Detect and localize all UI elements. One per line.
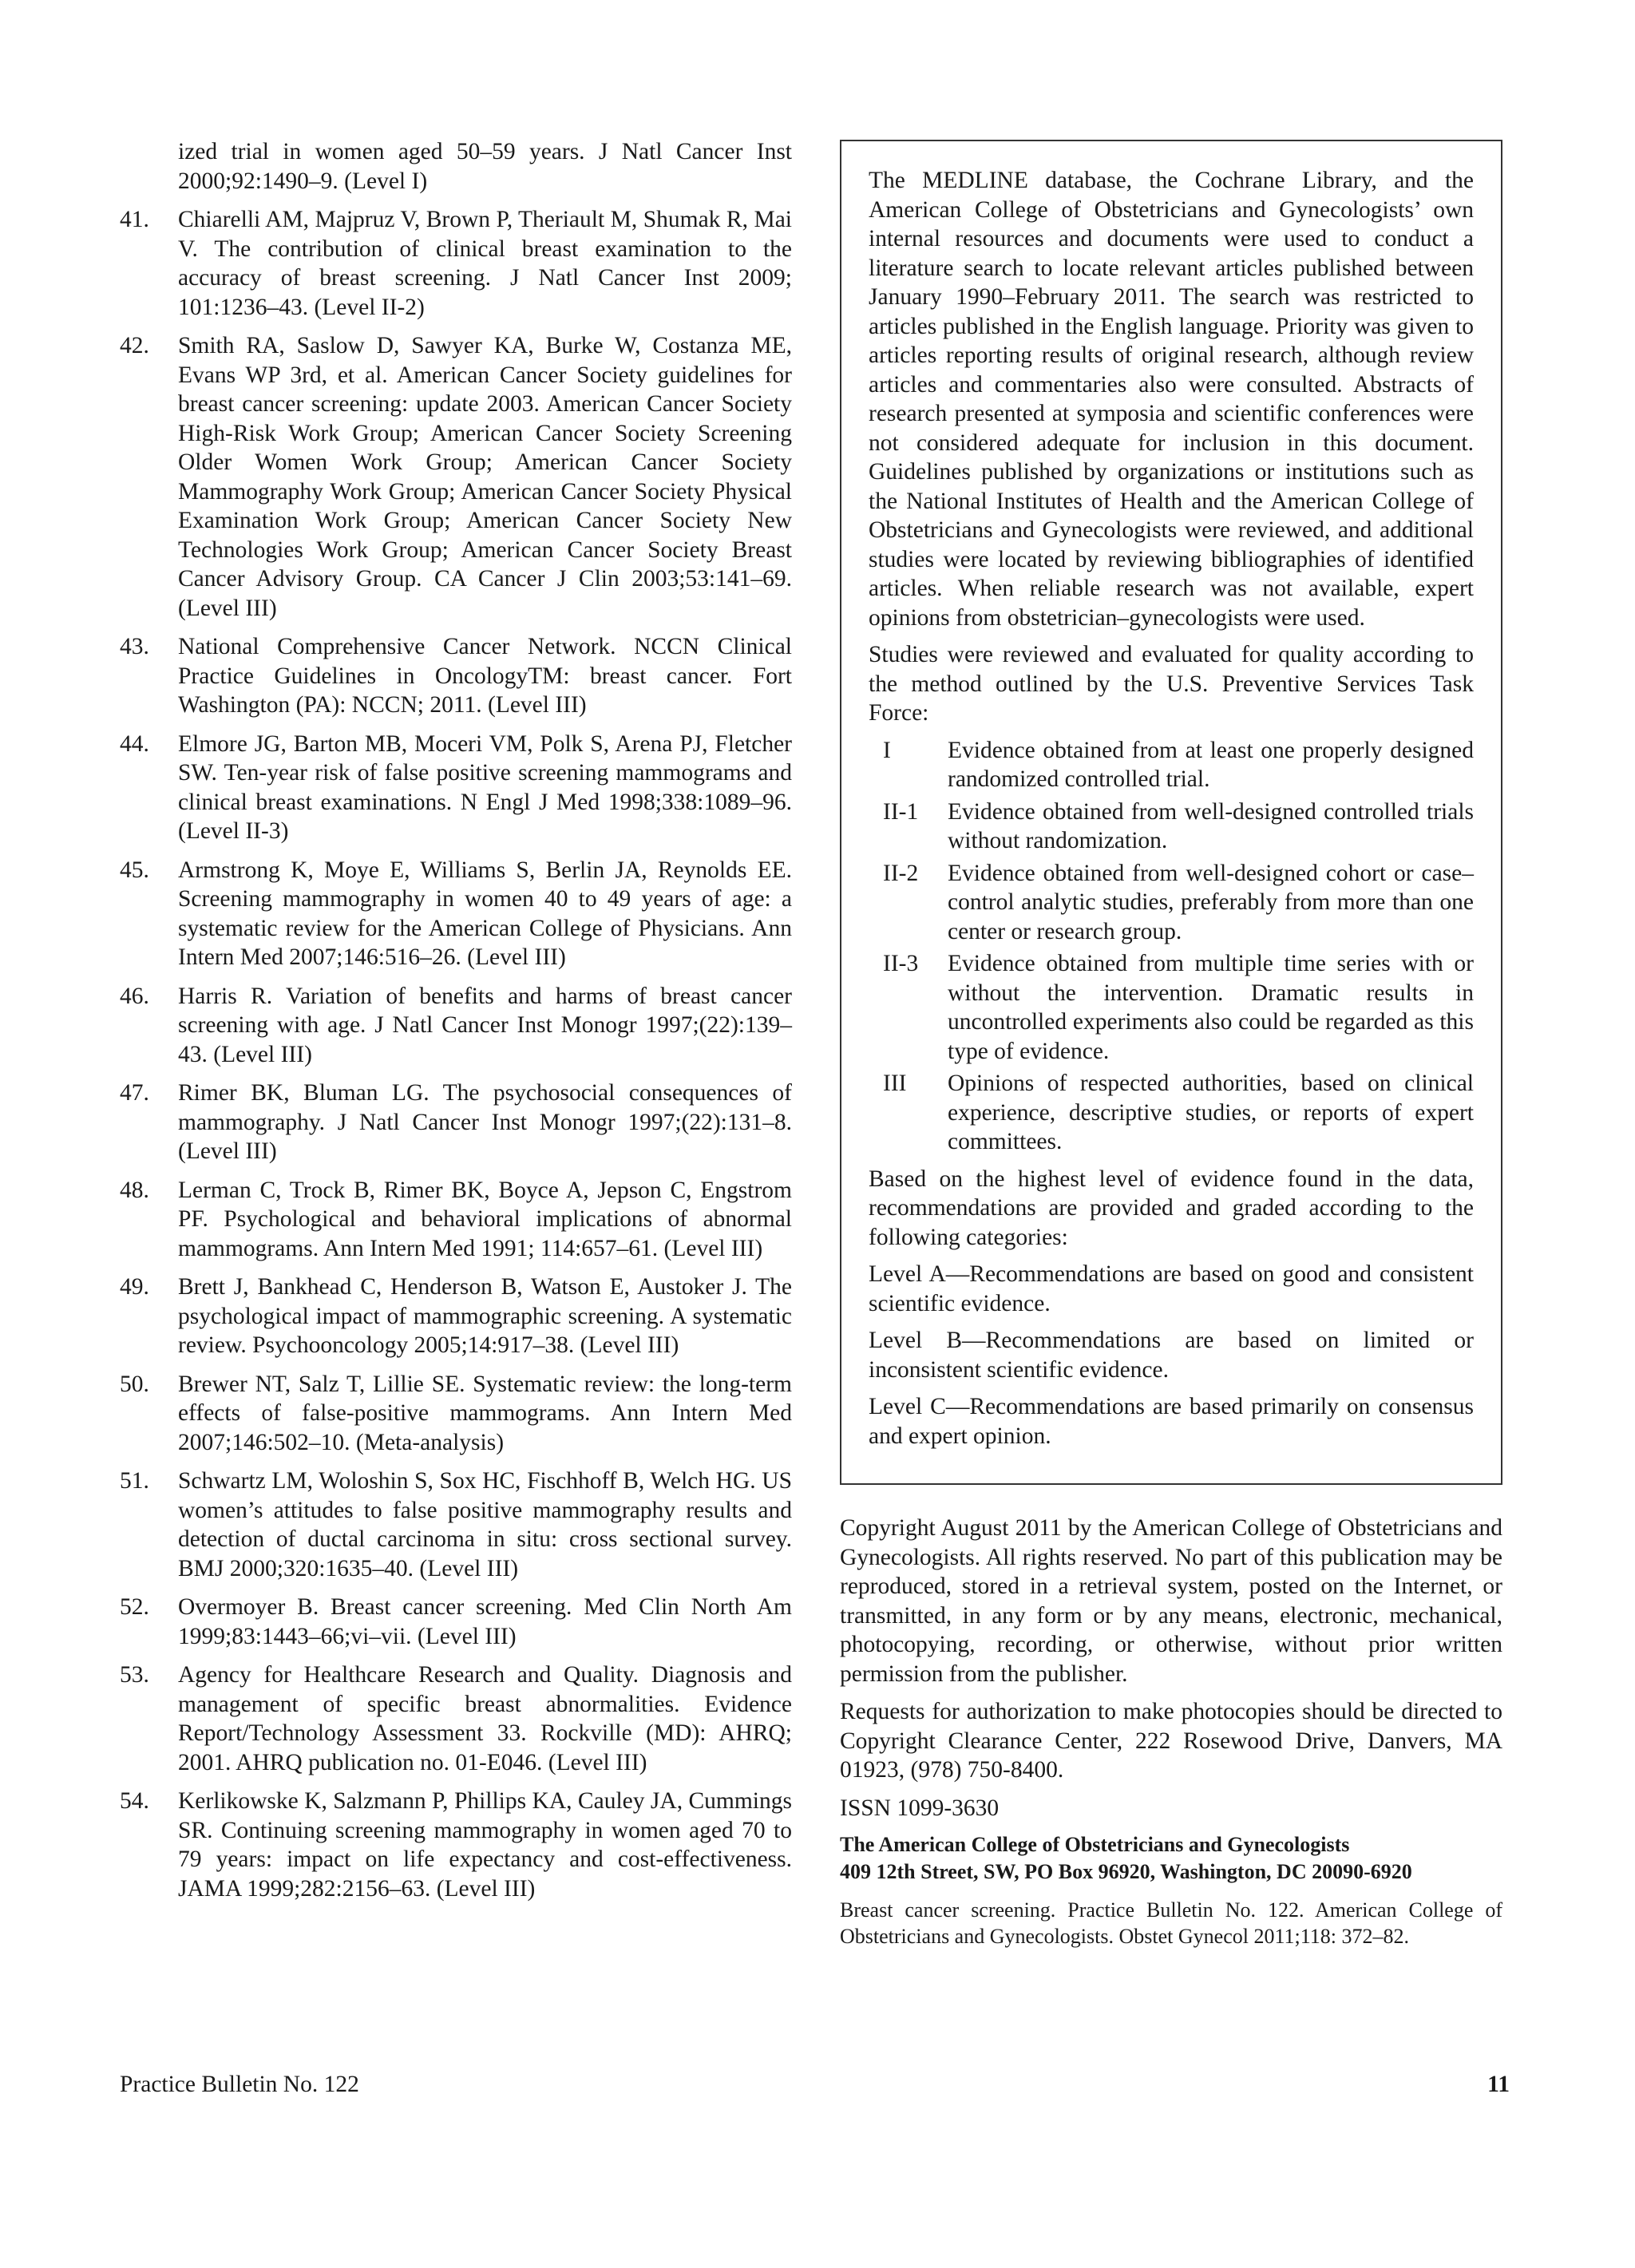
reference-number: 41. bbox=[120, 207, 149, 232]
reference-item bbox=[120, 1079, 792, 1166]
reference-number: 52. bbox=[120, 1594, 149, 1620]
evidence-level-text: Evidence obtained from well-designed controlled trials without randomization. bbox=[948, 798, 1474, 853]
method-based-on: Based on the highest level of evidence found in the data, recommendations are provided and graded according to the following categories: bbox=[869, 1166, 1474, 1250]
publisher-name: The American College of Obstetricians and Gynecologists bbox=[840, 1833, 1350, 1856]
reference-number: 42. bbox=[120, 333, 149, 358]
evidence-level bbox=[869, 859, 1474, 947]
reference-item bbox=[120, 1593, 792, 1651]
evidence-level-text: Evidence obtained from multiple time series with or without the intervention. Dramatic results in uncontrolled experiments also could be regarded as this type of evidence. bbox=[948, 951, 1474, 1064]
reference-number: 54. bbox=[120, 1788, 149, 1814]
reference-text: Elmore JG, Barton MB, Moceri VM, Polk S, Arena PJ, Fletcher SW. Ten-year risk of false positive screening mammograms and clinical breast examinations. N Engl J Med 1998;338:1089–96. (Level II-3) bbox=[178, 730, 792, 844]
reference-item bbox=[120, 1466, 792, 1583]
reference-text: Agency for Healthcare Research and Quality. Diagnosis and management of specific breast abnormalities. Evidence Report/Technology Assessment 33. Rockville (MD): AHRQ; 2001. AHRQ publication no. 01-E046. (Level III) bbox=[178, 1662, 792, 1775]
copyright-section bbox=[840, 1514, 1502, 1949]
reference-item bbox=[120, 632, 792, 720]
evidence-level bbox=[869, 736, 1474, 794]
issn: ISSN 1099-3630 bbox=[840, 1795, 1000, 1821]
reference-item bbox=[120, 982, 792, 1070]
reference-item bbox=[120, 730, 792, 846]
reference-item bbox=[120, 205, 792, 322]
reference-text: Armstrong K, Moye E, Williams S, Berlin JA, Reynolds EE. Screening mammography in women 40 to 49 years of age: a systematic review for the American College of Physicians. Ann Intern Med 2007;146:516–26. (Level III) bbox=[178, 857, 792, 970]
method-box bbox=[840, 140, 1502, 1485]
reference-text: Schwartz LM, Woloshin S, Sox HC, Fischhoff B, Welch HG. US women’s attitudes to false positive mammography results and detection of ductal carcinoma in situ: cross sectional survey. BMJ 2000;320:1635–40. (Level III) bbox=[178, 1468, 792, 1581]
reference-text: Lerman C, Trock B, Rimer BK, Boyce A, Jepson C, Engstrom PF. Psychological and behavioral implications of abnormal mammograms. Ann Intern Med 1991; 114:657–61. (Level III) bbox=[178, 1177, 792, 1261]
recommendation-level-b: Level B—Recommendations are based on limited or inconsistent scientific evidence. bbox=[869, 1328, 1474, 1383]
reference-text: Smith RA, Saslow D, Sawyer KA, Burke W, Costanza ME, Evans WP 3rd, et al. American Cancer Society guidelines for breast cancer screening: update 2003. American Cancer Society High-Risk Work Group; American Cancer Society Screening Older Women Work Group; American Cancer Society Mammography Work Group; American Cancer Society Physical Examination Work Group; American Cancer Society New Technologies Work Group; American Cancer Society Breast Cancer Advisory Group. CA Cancer J Clin 2003;53:141–69. (Level III) bbox=[178, 333, 792, 621]
reference-number: 47. bbox=[120, 1080, 149, 1106]
page-number: 11 bbox=[1487, 2072, 1510, 2097]
reference-item bbox=[120, 856, 792, 972]
evidence-level-code: III bbox=[883, 1071, 907, 1096]
reference-text: Rimer BK, Bluman LG. The psychosocial consequences of mammography. J Natl Cancer Inst Monogr 1997;(22):131–8. (Level III) bbox=[178, 1080, 792, 1164]
method-intro: The MEDLINE database, the Cochrane Library, and the American College of Obstetricians and Gynecologists’ own internal resources and documents were used to conduct a literature search to locate relevant articles published between January 1990–February 2011. The search was restricted to articles published in the English language. Priority was given to articles reporting results of original research, although review articles and commentaries also were consulted. Abstracts of research presented at symposia and scientific conferences were not considered adequate for inclusion in this document. Guidelines published by organizations or institutions such as the National Institutes of Health and the American College of Obstetricians and Gynecologists were reviewed, and additional studies were located by reviewing bibliographies of identified articles. When reliable research was not available, expert opinions from obstetrician–gynecologists were used. bbox=[869, 168, 1474, 631]
publisher-address: 409 12th Street, SW, PO Box 96920, Washington, DC 20090-6920 bbox=[840, 1860, 1412, 1883]
citation: Breast cancer screening. Practice Bulletin No. 122. American College of Obstetricians and Gynecologists. Obstet Gynecol 2011;118: 372–82. bbox=[840, 1898, 1502, 1948]
reference-number: 50. bbox=[120, 1371, 149, 1397]
reference-text: Chiarelli AM, Majpruz V, Brown P, Theriault M, Shumak R, Mai V. The contribution of clinical breast examination to the accuracy of breast screening. J Natl Cancer Inst 2009; 101:1236–43. (Level II-2) bbox=[178, 207, 792, 320]
evidence-level-code: II-2 bbox=[883, 860, 919, 886]
evidence-level-text: Evidence obtained from well-designed cohort or case–control analytic studies, preferably from more than one center or research group. bbox=[948, 860, 1474, 944]
reference-item bbox=[120, 1787, 792, 1903]
reference-continuation: ized trial in women aged 50–59 years. J Natl Cancer Inst 2000;92:1490–9. (Level I) bbox=[178, 139, 792, 194]
evidence-level bbox=[869, 949, 1474, 1066]
reference-item bbox=[120, 1660, 792, 1777]
reference-number: 46. bbox=[120, 983, 149, 1009]
reference-number: 53. bbox=[120, 1662, 149, 1688]
reference-item bbox=[120, 1273, 792, 1360]
evidence-level-code: I bbox=[883, 737, 891, 763]
reference-text: National Comprehensive Cancer Network. NCCN Clinical Practice Guidelines in OncologyTM: breast cancer. Fort Washington (PA): NCCN; 2011. (Level III) bbox=[178, 634, 792, 718]
reference-number: 43. bbox=[120, 634, 149, 659]
reference-number: 51. bbox=[120, 1468, 149, 1494]
reference-number: 48. bbox=[120, 1177, 149, 1203]
reference-text: Kerlikowske K, Salzmann P, Phillips KA, Cauley JA, Cummings SR. Continuing screening mammography in women aged 70 to 79 years: impact on life expectancy and cost-effectiveness. JAMA 1999;282:2156–63. (Level III) bbox=[178, 1788, 792, 1902]
reference-number: 44. bbox=[120, 730, 149, 757]
recommendation-level-a: Level A—Recommendations are based on good and consistent scientific evidence. bbox=[869, 1261, 1474, 1316]
reference-text: Brewer NT, Salz T, Lillie SE. Systematic review: the long-term effects of false-positive mammograms. Ann Intern Med 2007;146:502–10. (Meta-analysis) bbox=[178, 1371, 792, 1455]
reference-item bbox=[120, 331, 792, 623]
evidence-level bbox=[869, 1069, 1474, 1157]
reference-text: Brett J, Bankhead C, Henderson B, Watson E, Austoker J. The psychological impact of mammographic screening. A systematic review. Psychooncology 2005;14:917–38. (Level III) bbox=[178, 1274, 792, 1358]
copyright-notice: Copyright August 2011 by the American College of Obstetricians and Gynecologists. All rights reserved. No part of this publication may be reproduced, stored in a retrieval system, posted on the Internet, or transmitted, in any form or by any means, electronic, mechanical, photocopying, recording, or otherwise, without prior written permission from the publisher. bbox=[840, 1515, 1502, 1687]
reference-number: 45. bbox=[120, 857, 149, 883]
evidence-level-text: Opinions of respected authorities, based on clinical experience, descriptive studies, or reports of expert committees. bbox=[948, 1071, 1474, 1154]
evidence-level-code: II-3 bbox=[883, 951, 919, 976]
evidence-level bbox=[869, 798, 1474, 856]
reference-number: 49. bbox=[120, 1274, 149, 1300]
reference-item bbox=[120, 1370, 792, 1458]
evidence-level-text: Evidence obtained from at least one properly designed randomized controlled trial. bbox=[948, 737, 1474, 792]
references-column bbox=[120, 137, 792, 1903]
reference-text: Overmoyer B. Breast cancer screening. Med Clin North Am 1999;83:1443–66;vi–vii. (Level III) bbox=[178, 1594, 792, 1649]
method-studies: Studies were reviewed and evaluated for quality according to the method outlined by the U.S. Preventive Services Task Force: bbox=[869, 642, 1474, 726]
photocopy-requests: Requests for authorization to make photocopies should be directed to Copyright Clearance Center, 222 Rosewood Drive, Danvers, MA 01923, (978) 750-8400. bbox=[840, 1699, 1502, 1783]
footer-bulletin-label: Practice Bulletin No. 122 bbox=[120, 2072, 359, 2097]
recommendation-level-c: Level C—Recommendations are based primarily on consensus and expert opinion. bbox=[869, 1394, 1474, 1449]
reference-text: Harris R. Variation of benefits and harms of breast cancer screening with age. J Natl Cancer Inst Monogr 1997;(22):139–43. (Level III) bbox=[178, 983, 792, 1067]
evidence-level-code: II-1 bbox=[883, 798, 919, 825]
reference-item bbox=[120, 1176, 792, 1264]
